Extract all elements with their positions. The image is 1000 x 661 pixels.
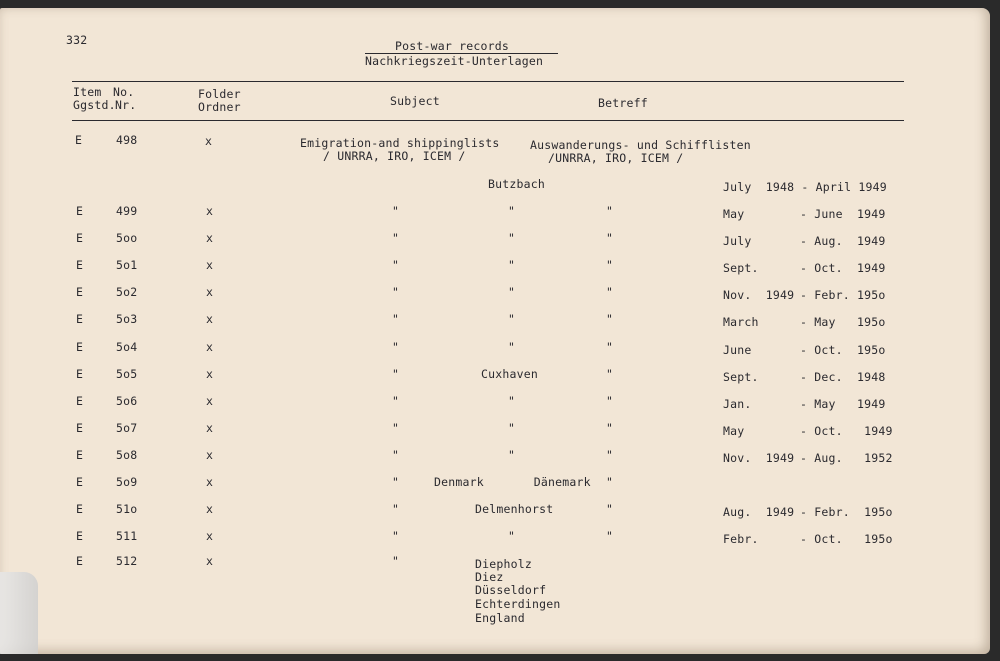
row-betreff-ditto: " [606,448,614,462]
row-date-to: - Oct. 1949 [800,261,886,275]
row-date-from: May [723,207,745,221]
row-place: " [508,340,516,354]
row-date-from: March [723,315,759,329]
row-number: 5o5 [116,367,138,381]
row-place: " [508,204,516,218]
entry-512-place-4: Echterdingen [475,597,561,611]
row-date-from: Sept. [723,261,759,275]
row-folder: x [206,285,214,299]
row-date-to: - May 1949 [800,397,886,411]
entry-512-no: 512 [116,554,138,568]
row-folder: x [206,475,214,489]
row-folder: x [206,340,214,354]
row-betreff-ditto: " [606,367,614,381]
row-item: E [76,258,84,272]
row-item: E [76,421,84,435]
row-number: 5o9 [116,475,138,489]
row-date-from: May [723,424,745,438]
entry-512-place-1: Diepholz [475,557,532,571]
row-date-from: Sept. [723,370,759,384]
row-date-from: June [723,343,752,357]
row-subject-ditto: " [392,231,400,245]
page-curl [0,572,38,654]
header-item-de: Ggstd. [73,98,116,112]
row-place: Denmark Dänemark [434,475,591,489]
row-item: E [76,529,84,543]
row-place: " [508,285,516,299]
row-item: E [76,475,84,489]
row-item: E [76,231,84,245]
row-place: " [508,312,516,326]
row-date-to: - May 195o [800,315,886,329]
row-item: E [76,367,84,381]
row-date-from: Jan. [723,397,752,411]
row-date-to: - Oct. 195o [800,343,886,357]
row-date-from: Aug. 1949 [723,505,795,519]
place-butzbach: Butzbach [488,177,545,191]
row-place: " [508,231,516,245]
date-butzbach: July 1948 - April 1949 [723,180,887,194]
row-betreff-ditto: " [606,204,614,218]
row-number: 5o4 [116,340,138,354]
row-subject-ditto: " [392,204,400,218]
row-item: E [76,340,84,354]
header-folder-en: Folder [198,87,241,101]
header-no-en: No. [113,85,135,99]
row-betreff-ditto: " [606,258,614,272]
entry-498-betreff-line2: /UNRRA, IRO, ICEM / [548,151,684,165]
row-subject-ditto: " [392,448,400,462]
row-folder: x [206,394,214,408]
document-title: Post-war records [395,39,509,53]
entry-512-ditto: " [392,554,400,568]
row-item: E [76,394,84,408]
page-number: 332 [66,33,88,47]
row-number: 5o8 [116,448,138,462]
row-place: Cuxhaven [481,367,538,381]
row-date-to: - Aug. 1949 [800,234,886,248]
row-date-to: - Aug. 1952 [800,451,893,465]
header-item-en: Item [73,85,102,99]
row-subject-ditto: " [392,394,400,408]
row-folder: x [206,367,214,381]
row-betreff-ditto: " [606,312,614,326]
row-subject-ditto: " [392,285,400,299]
row-betreff-ditto: " [606,502,614,516]
row-subject-ditto: " [392,421,400,435]
row-date-from: Nov. 1949 [723,451,795,465]
row-betreff-ditto: " [606,421,614,435]
row-folder: x [206,258,214,272]
header-no-de: Nr. [115,98,137,112]
row-subject-ditto: " [392,502,400,516]
row-betreff-ditto: " [606,340,614,354]
entry-498-subject-line1: Emigration-and shippinglists [300,136,500,150]
row-number: 51o [116,502,138,516]
row-item: E [76,448,84,462]
row-item: E [76,285,84,299]
row-number: 511 [116,529,138,543]
header-folder-de: Ordner [198,100,241,114]
row-number: 5o2 [116,285,138,299]
row-place: " [508,448,516,462]
row-subject-ditto: " [392,367,400,381]
row-subject-ditto: " [392,529,400,543]
row-folder: x [206,421,214,435]
document-page [0,8,990,654]
row-date-from: Nov. 1949 [723,288,795,302]
entry-498-folder: x [205,134,213,148]
row-date-from: Febr. [723,532,759,546]
row-subject-ditto: " [392,475,400,489]
row-date-to: - Oct. 195o [800,532,893,546]
row-subject-ditto: " [392,258,400,272]
row-betreff-ditto: " [606,475,614,489]
entry-512-place-3: Düsseldorf [475,583,547,597]
row-subject-ditto: " [392,340,400,354]
row-item: E [76,312,84,326]
row-folder: x [206,231,214,245]
entry-512-item: E [76,554,84,568]
entry-512-place-5: England [475,611,525,625]
row-folder: x [206,502,214,516]
row-betreff-ditto: " [606,285,614,299]
row-date-from: July [723,234,752,248]
row-number: 5o7 [116,421,138,435]
row-date-to: - Dec. 1948 [800,370,886,384]
entry-512-place-2: Diez [475,570,504,584]
document-subtitle: Nachkriegszeit-Unterlagen [365,54,544,68]
row-date-to: - Oct. 1949 [800,424,893,438]
header-top-rule [72,81,904,82]
row-subject-ditto: " [392,312,400,326]
row-item: E [76,502,84,516]
row-date-to: - June 1949 [800,207,886,221]
row-place: " [508,529,516,543]
row-folder: x [206,448,214,462]
row-place: " [508,421,516,435]
entry-498-betreff-line1: Auswanderungs- und Schifflisten [530,138,751,152]
row-place: " [508,394,516,408]
row-number: 5o6 [116,394,138,408]
row-number: 499 [116,204,138,218]
row-betreff-ditto: " [606,394,614,408]
row-place: " [508,258,516,272]
entry-498-subject-line2: / UNRRA, IRO, ICEM / [323,149,466,163]
row-betreff-ditto: " [606,529,614,543]
entry-498-item: E [75,133,83,147]
row-place: Delmenhorst [475,502,554,516]
row-betreff-ditto: " [606,231,614,245]
row-number: 5o3 [116,312,138,326]
row-number: 5oo [116,231,138,245]
header-bottom-rule [72,120,904,121]
row-date-to: - Febr. 195o [800,288,886,302]
row-folder: x [206,204,214,218]
header-betreff: Betreff [598,96,648,110]
row-folder: x [206,529,214,543]
entry-512-folder: x [206,554,214,568]
row-item: E [76,204,84,218]
entry-498-no: 498 [116,133,138,147]
row-number: 5o1 [116,258,138,272]
row-folder: x [206,312,214,326]
row-date-to: - Febr. 195o [800,505,893,519]
header-subject: Subject [390,94,440,108]
